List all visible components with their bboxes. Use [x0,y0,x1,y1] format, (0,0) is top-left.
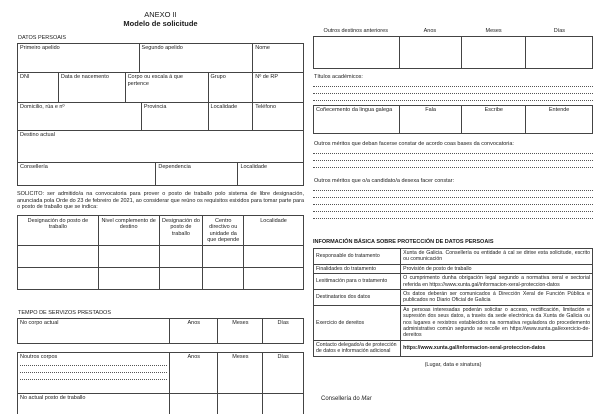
field-telefono: Teléfono [252,103,303,130]
lingua-row [314,106,592,133]
fill-in-line [313,193,593,198]
posto-header-centro: Centro directivo ou unidade da que depende [202,216,243,245]
prot-label-exercicio: Exercicio de dereitos [316,319,365,326]
field-corpo-escala: Corpo ou escala á que pertence [125,73,208,102]
title-anexo: ANEXO II [144,10,177,19]
meritos1-label: Outros méritos que deban facerse constar de acordo coas bases da convocatoria: [314,141,514,147]
tempo-row [18,319,303,343]
proteccion-row [314,249,592,264]
posto-actual-row [18,393,303,414]
empty-cell [159,246,203,267]
titulos-fill-in-lines [313,82,593,101]
posto-table [17,215,304,290]
empty-cell [461,37,525,68]
fill-in-lines [20,361,167,380]
field-dni: DNI [20,74,30,80]
prot-label-lexitimacion: Lexitimación para o tratamento [316,278,388,285]
posto-empty-row [18,267,303,289]
field-destino-actual: Destino actual [20,132,55,138]
conselleria-footer [313,396,593,402]
fill-in-line [20,361,167,366]
field-dependencia: Dependencia [155,163,237,185]
empty-cell [217,394,262,414]
field-num-rp: Nº de RP [252,73,303,102]
proteccion-row [314,264,592,273]
field-no-actual-posto: No actual posto de traballo [20,394,86,401]
posto-header-nivel: Nivel complemento de destino [98,216,159,245]
form-title [17,10,304,28]
datos-row-2 [18,72,303,102]
field-localidade-2: Localidade [237,163,303,185]
field-domicilio: Domicilio, rúa e nº [20,104,65,110]
field-conselleria: Consellería [20,164,48,170]
fill-in-line [313,214,593,219]
prot-label-responsable: Responsable do tratamento [316,253,380,260]
right-column [313,28,593,402]
fill-in-line [313,200,593,205]
destinos-table [313,36,593,69]
field-grupo: Grupo [208,73,253,102]
empty-cell [262,394,303,414]
empty-cell [169,394,217,414]
datos-row-3 [18,102,303,130]
datos-persoais-heading: DATOS PERSOAIS [18,35,67,41]
prot-value-contacto: https://www.xunta.gal/informacion-xeral-proteccion-datos [400,341,592,356]
posto-header-localidade: Localidade [243,216,303,245]
fill-in-line [313,89,593,94]
tempo-noutros-table [17,352,304,414]
col-dias: Días [553,28,566,34]
empty-cell [98,268,159,289]
proteccion-table [313,248,593,357]
field-lingua-label: Coñecemento da lingua galega [316,107,393,113]
prot-label-contacto: Contacto delegado/a de protección de datos e información adicional [316,341,397,355]
prot-value-lexitimacion: O cumprimento dunha obrigación legal segundo a normativa xeral e sectorial referida en https://www.xunta.gal/informacion-xeral-proteccion-datos [400,274,592,289]
col-escribe: Escribe [461,106,525,133]
empty-cell [399,37,462,68]
empty-cell [98,246,159,267]
fill-in-line [20,375,167,380]
titulos-label: Títulos académicos: [314,74,363,80]
empty-cell [202,246,243,267]
fill-in-line [313,149,593,154]
meritos2-fill-in-lines [313,186,593,219]
datos-row-5 [18,162,303,185]
field-provincia: Provincia [141,103,208,130]
prot-label-finalidades: Finalidades do tratamento [316,265,376,272]
footer-prefix: Consellería do [321,395,362,402]
empty-cell [525,37,592,68]
fill-in-line [313,163,593,168]
meritos1-fill-in-lines [313,149,593,168]
field-nome: Nome [252,44,303,72]
posto-empty-row [18,245,303,267]
posto-header-row [18,216,303,245]
col-dias: Días [262,353,303,393]
col-entende: Entende [525,106,592,133]
prot-label-destinatarios: Destinatarios dos datos [316,294,371,301]
left-column [17,10,304,414]
destinos-empty-row [314,37,592,68]
empty-cell [202,268,243,289]
fill-in-line [313,82,593,87]
datos-row-1 [18,44,303,72]
col-meses: Meses [217,353,262,393]
proteccion-row [314,305,592,340]
fill-in-line [313,156,593,161]
posto-header-designacion-1: Designación do posto de traballo [27,217,89,231]
col-meses: Meses [485,28,502,34]
field-localidade: Localidade [208,103,253,130]
posto-header-designacion-2: Designación do posto de traballo [159,216,203,245]
col-anos: Anos [169,353,217,393]
proteccion-row [314,289,592,305]
prot-value-destinatarios: Os datos deberán ser comunicados á Dirección Xeral de Función Pública e publicados no Diario Oficial de Galicia [400,290,592,305]
empty-cell [18,268,98,289]
prot-value-finalidades: Provisión de posto de traballo [400,265,592,273]
fill-in-line [313,207,593,212]
empty-cell [18,246,98,267]
destinos-header-row [313,28,593,35]
col-meses: Meses [217,319,262,343]
footer-entity: Mar [361,395,372,402]
empty-cell [243,246,303,267]
fill-in-line [20,368,167,373]
proteccion-row [314,340,592,356]
col-dias: Días [262,319,303,343]
fill-in-line [313,96,593,101]
empty-cell [159,268,203,289]
title-modelo: Modelo de solicitude [123,19,198,28]
tempo-heading: TEMPO DE SERVIZOS PRESTADOS [18,309,112,316]
prot-value-exercicio: As persoas interesadas poderán solicitar o acceso, rectificación, limitación e supresión dos seus datos, a través da sede electrónica da Xunta de Galicia ou nos lugares e rexistros establecidos na normativa reguladora do procedemento administrativo común segundo se recolle en https://www.xunta.gal/exercicio-de-dereitos [400,306,592,340]
field-primeiro-apelido: Primeiro apelido [20,45,60,51]
field-segundo-apelido: Segundo apelido [139,44,253,72]
empty-cell [314,37,399,68]
datos-persoais-table [17,43,304,186]
empty-cell [243,268,303,289]
lingua-galega-table [313,105,593,134]
datos-row-4 [18,130,303,162]
proteccion-heading: INFORMACIÓN BÁSICA SOBRE PROTECCIÓN DE DATOS PERSOAIS [313,239,494,245]
signature-line: (Lugar, data e sinatura) [424,361,482,368]
meritos2-label: Outros méritos que o/a candidato/a desexa facer constar: [314,178,455,184]
fill-in-line [313,186,593,191]
col-anos: Anos [169,319,217,343]
field-no-corpo-actual: No corpo actual [20,319,59,326]
tempo-corpo-actual-table [17,318,304,344]
noutros-corpos-row [18,353,303,393]
proteccion-row [314,273,592,289]
noutros-corpos-label: Noutros corpos [20,353,58,360]
col-fala: Fala [399,106,462,133]
col-anos: Anos [423,28,437,34]
field-noutros-corpos [18,353,169,393]
prot-value-responsable: Xunta de Galicia. Consellería ou entidade á cal se dirixe esta solicitude, escrito ou comunicación [400,249,592,264]
destinos-label: Outros destinos anteriores [323,28,388,34]
solicito-paragraph: SOLICITO: ser admitido/a na convocatoria para prover o posto de traballo polo sistema de libre designación, anunciada pola Orde do 23 de febreiro de 2021, ao considerar que reúno os requisitos esixidos para tomar parte para o posto de traballo que se indica: [17,191,304,211]
field-data-nacemento: Data de nacemento [58,73,125,102]
